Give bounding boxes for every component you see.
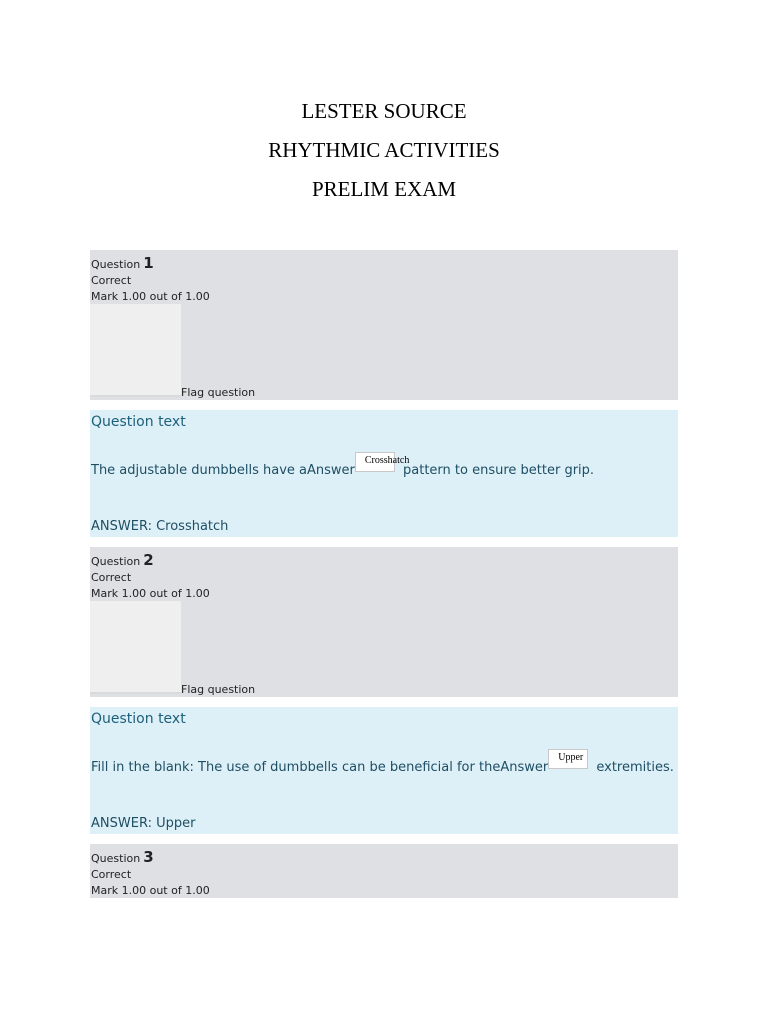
question-1-status: Correct: [91, 274, 132, 287]
question-1-info: [90, 250, 678, 400]
question-2-answer-prefix: Answer: [500, 760, 549, 775]
question-2-text-after: extremities.: [592, 760, 674, 775]
question-1-text-before: The adjustable dumbbells have a: [91, 463, 307, 478]
question-2-text-heading: Question text: [91, 711, 186, 727]
question-2-text-before: Fill in the blank: The use of dumbbells can be beneficial for the: [91, 760, 501, 775]
question-3-status: Correct: [91, 868, 132, 881]
header-author: LESTER SOURCE: [301, 99, 467, 123]
header-exam: PRELIM EXAM: [311, 177, 457, 201]
header-course: RHYTHMIC ACTIVITIES: [268, 138, 500, 162]
question-2-content: [90, 707, 678, 834]
question-3-heading: [91, 849, 678, 867]
question-1-content: [90, 410, 678, 537]
document-header: [0, 92, 768, 209]
question-2-text: [91, 754, 674, 778]
question-1-text-after: pattern to ensure better grip.: [398, 463, 595, 478]
question-label: Question: [91, 852, 141, 865]
question-1-text: [91, 457, 594, 481]
question-1-flag-link[interactable]: Flag question: [181, 386, 256, 399]
flag-image-placeholder: [90, 601, 181, 694]
question-2-flag-link[interactable]: Flag question: [181, 683, 256, 696]
question-1-heading: [91, 255, 678, 273]
question-number: 3: [143, 848, 154, 866]
question-2-status: Correct: [91, 571, 132, 584]
question-1-text-heading: Question text: [91, 414, 186, 430]
flag-image-placeholder: [90, 304, 181, 397]
question-2-answer-input[interactable]: Upper: [548, 749, 588, 769]
question-label: Question: [91, 555, 141, 568]
question-1-answer-prefix: Answer: [307, 463, 355, 478]
question-1-correct-answer: ANSWER: Crosshatch: [91, 519, 229, 534]
question-3-mark: Mark 1.00 out of 1.00: [91, 884, 210, 897]
question-number: 1: [143, 254, 154, 272]
question-1-answer-input[interactable]: Crosshatch: [355, 452, 395, 472]
question-3-info: [90, 844, 678, 898]
question-2-info: [90, 547, 678, 697]
question-number: 2: [143, 551, 154, 569]
question-2-mark: Mark 1.00 out of 1.00: [91, 587, 210, 600]
question-2-heading: [91, 552, 678, 570]
question-2-correct-answer: ANSWER: Upper: [91, 816, 196, 831]
question-1-mark: Mark 1.00 out of 1.00: [91, 290, 210, 303]
question-label: Question: [91, 258, 141, 271]
